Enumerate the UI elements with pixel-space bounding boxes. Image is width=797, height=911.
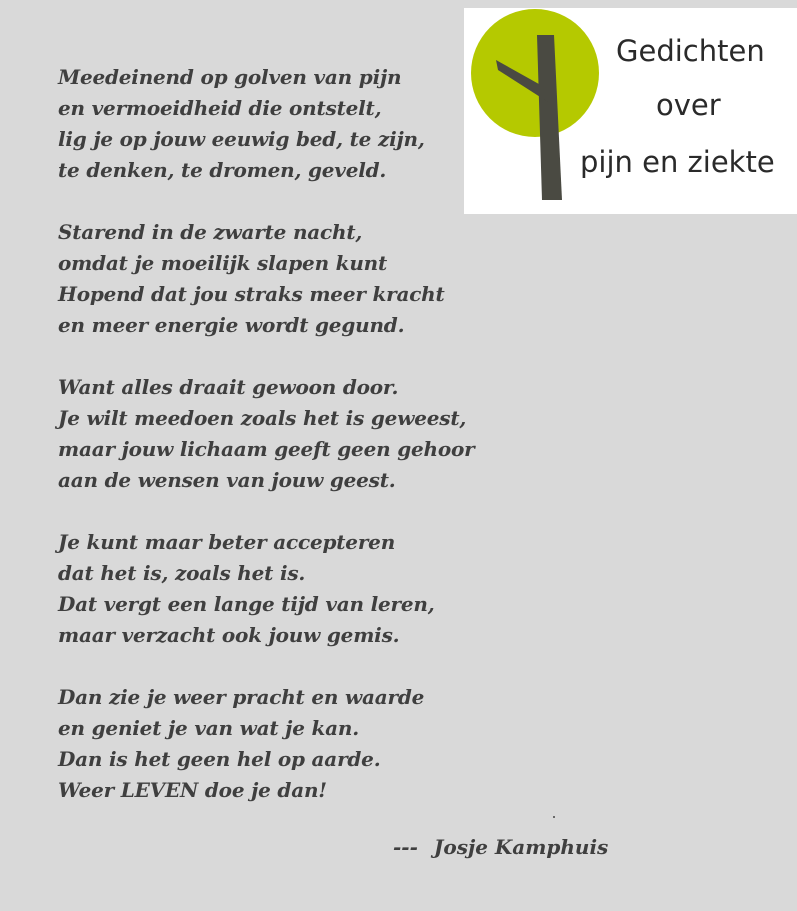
poem-line: lig je op jouw eeuwig bed, te zijn, bbox=[58, 127, 425, 151]
poem-line: Dan is het geen hel op aarde. bbox=[58, 747, 381, 771]
poem-line: Hopend dat jou straks meer kracht bbox=[58, 282, 445, 306]
poem-line: en vermoeidheid die ontstelt, bbox=[58, 96, 382, 120]
poem-line: Starend in de zwarte nacht, bbox=[58, 220, 363, 244]
poem-line: Dat vergt een lange tijd van leren, bbox=[58, 592, 435, 616]
author-signature bbox=[393, 832, 608, 863]
poem-line: Meedeinend op golven van pijn bbox=[58, 65, 402, 89]
stanza-2 bbox=[58, 217, 578, 341]
poem-line: Je wilt meedoen zoals het is geweest, bbox=[58, 406, 467, 430]
logo-title-line-3: pijn en ziekte bbox=[580, 145, 775, 179]
stray-dot bbox=[553, 816, 555, 818]
poem-line: te denken, te dromen, geveld. bbox=[58, 158, 387, 182]
stanza-5 bbox=[58, 682, 578, 806]
stanza-3 bbox=[58, 372, 578, 496]
poem-line: omdat je moeilijk slapen kunt bbox=[58, 251, 388, 275]
logo-title-line-1: Gedichten bbox=[616, 34, 765, 68]
poem-line: Want alles draait gewoon door. bbox=[58, 375, 399, 399]
author-dash: --- bbox=[393, 835, 418, 859]
poem-line: maar verzacht ook jouw gemis. bbox=[58, 623, 400, 647]
poem-line: aan de wensen van jouw geest. bbox=[58, 468, 396, 492]
author-name: Josje Kamphuis bbox=[433, 835, 609, 859]
poem-line: Dan zie je weer pracht en waarde bbox=[58, 685, 425, 709]
poem-line: Weer LEVEN doe je dan! bbox=[58, 778, 327, 802]
stanza-1 bbox=[58, 62, 578, 186]
logo-title-line-2: over bbox=[656, 88, 721, 122]
stanza-4 bbox=[58, 527, 578, 651]
poem bbox=[58, 62, 578, 837]
poem-line: maar jouw lichaam geeft geen gehoor bbox=[58, 437, 475, 461]
poem-line: Je kunt maar beter accepteren bbox=[58, 530, 396, 554]
poem-line: dat het is, zoals het is. bbox=[58, 561, 306, 585]
poem-line: en meer energie wordt gegund. bbox=[58, 313, 405, 337]
poem-line: en geniet je van wat je kan. bbox=[58, 716, 360, 740]
